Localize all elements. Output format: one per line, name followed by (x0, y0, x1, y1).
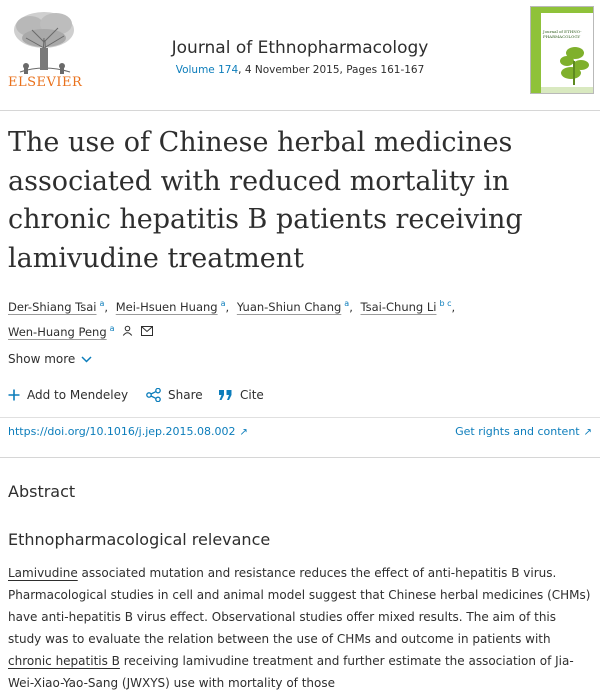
author-item[interactable] (8, 325, 115, 339)
plus-icon (8, 389, 20, 401)
section-heading: Ethnopharmacological relevance (8, 530, 271, 549)
external-link-icon: ↗ (583, 427, 592, 438)
author-name[interactable]: Der-Shiang Tsai (8, 299, 97, 314)
quote-icon (218, 389, 233, 401)
author-item[interactable] (8, 300, 104, 314)
cite-button[interactable] (218, 387, 264, 402)
affiliation-marker[interactable]: a (99, 299, 105, 308)
author-name[interactable]: Mei-Hsuen Huang (115, 299, 218, 314)
header-divider (0, 110, 600, 111)
author-list: Der-Shiang Tsai $^a$, Mei-Hsuen Huang $^a$, Yuan-Shiun Chang $^a$, Tsai-Chung Li $^{b c}$, Wen-Huang Peng $^a$ (8, 293, 588, 343)
show-more-button[interactable] (8, 352, 92, 366)
cite-label: Cite (240, 387, 264, 402)
affiliation-marker[interactable]: a (220, 299, 226, 308)
person-icon[interactable] (122, 321, 133, 343)
issue-pages: , 4 November 2015, Pages 161-167 (238, 64, 425, 76)
chevron-down-icon (81, 356, 92, 363)
abstract-text-part: associated mutation and resistance reduces the effect of anti-hepatitis B virus. Pharmacological studies in cell and animal model suggest that Chinese herbal medicines (CHMs) have anti-hepatitis B virus effect. Observational studies offer mixed results. The aim of this study was to evaluate the relation between the use of CHMs and outcome in patients with (8, 566, 591, 646)
doi-link[interactable] (8, 425, 248, 438)
show-more-label: Show more (8, 352, 76, 366)
journal-header (0, 0, 600, 110)
author-item[interactable] (237, 300, 349, 314)
actions-divider (0, 417, 600, 418)
share-icon (146, 388, 161, 402)
email-icon[interactable] (141, 321, 153, 343)
author-item[interactable] (116, 300, 226, 314)
rights-link[interactable] (455, 425, 592, 438)
author-name[interactable]: Tsai-Chung Li (360, 299, 437, 314)
keyword-link-chronic-hepatitis-b[interactable]: chronic hepatitis B (8, 654, 120, 668)
author-item[interactable] (361, 300, 452, 314)
rights-text: Get rights and content (455, 425, 580, 438)
add-to-mendeley-button[interactable] (8, 387, 128, 402)
abstract-text-part: receiving lamivudine treatment and further estimate the association of Jia-Wei-Xiao-Yao-Sang (JWXYS) use with mortality of those (8, 654, 574, 690)
affiliation-marker[interactable]: a (344, 299, 350, 308)
journal-cover-image[interactable] (530, 6, 594, 94)
author-name[interactable]: Wen-Huang Peng (8, 324, 107, 339)
author-name[interactable]: Yuan-Shiun Chang (236, 299, 342, 314)
keyword-link-lamivudine[interactable]: Lamivudine (8, 566, 78, 580)
affiliation-marker[interactable]: a (109, 323, 115, 333)
doi-text: https://doi.org/10.1016/j.jep.2015.08.002 (8, 425, 236, 438)
affiliation-marker[interactable]: b c (439, 299, 452, 308)
journal-title[interactable]: Journal of Ethnopharmacology (171, 38, 429, 58)
volume-link[interactable]: Volume 174 (175, 64, 239, 76)
journal-meta (0, 64, 600, 76)
publisher-name: ELSEVIER (8, 75, 83, 90)
share-label: Share (168, 387, 203, 402)
abstract-heading: Abstract (8, 482, 76, 501)
cover-title-text: Journal of ETHNO-PHARMACOLOGY (543, 29, 582, 39)
share-button[interactable] (146, 387, 203, 402)
article-title: The use of Chinese herbal medicines associated with reduced mortality in chronic hepatitis B patients receiving lamivudine treatment (8, 127, 523, 274)
links-divider (0, 457, 600, 458)
mendeley-label: Add to Mendeley (27, 387, 129, 402)
abstract-paragraph (8, 562, 592, 694)
external-link-icon: ↗ (239, 427, 248, 438)
